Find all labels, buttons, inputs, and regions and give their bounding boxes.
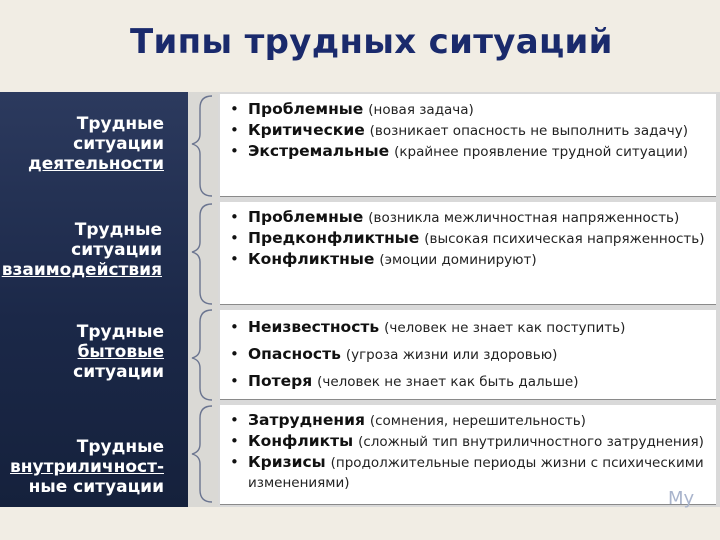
bullet: •: [230, 411, 239, 429]
bullet: •: [230, 372, 239, 390]
brace-everyday: [192, 310, 212, 400]
watermark-logo: My: [668, 488, 695, 509]
bullet: •: [230, 432, 239, 450]
bullet: •: [230, 100, 239, 118]
list-item: • Неизвестность (человек не знает как поступить): [230, 318, 626, 336]
category-panel: [0, 92, 188, 507]
row-intrapersonal: [220, 405, 716, 505]
list-item: • Конфликтные (эмоции доминируют): [230, 250, 537, 268]
list-item: • Потеря (человек не знает как быть дальше): [230, 372, 579, 390]
types-table: [218, 92, 720, 507]
bullet: •: [230, 453, 239, 471]
brace-interaction: [192, 204, 212, 304]
slide-title: Типы трудных ситуаций: [130, 22, 613, 62]
list-item: • Экстремальные (крайнее проявление трудной ситуации): [230, 142, 689, 160]
bullet: •: [230, 208, 239, 226]
brace-intrapersonal: [192, 406, 212, 502]
bullet: •: [230, 121, 239, 139]
category-label-activity: Трудные ситуации деятельности: [27, 114, 164, 174]
bullet: •: [230, 318, 239, 336]
list-item: • Проблемные (возникла межличностная напряженность): [230, 208, 680, 226]
list-item: • Кризисы (продолжительные периоды жизни с психическими изменениями): [230, 453, 704, 491]
list-item: • Конфликты (сложный тип внутриличностного затруднения): [230, 432, 704, 450]
bullet: •: [230, 250, 239, 268]
list-item: • Проблемные (новая задача): [230, 100, 474, 118]
row-interaction: [220, 202, 716, 305]
list-item: • Предконфликтные (высокая психическая напряженность): [230, 229, 705, 247]
brace-column: [188, 92, 218, 507]
row-activity: [220, 94, 716, 197]
category-label-everyday: Трудные бытовые ситуации: [73, 322, 164, 382]
row-everyday: [220, 310, 716, 400]
list-item: • Критические (возникает опасность не выполнить задачу): [230, 121, 688, 139]
category-label-intrapersonal: Трудные внутриличност- ные ситуации: [10, 437, 164, 497]
bullet: •: [230, 345, 239, 363]
brace-activity: [192, 96, 212, 196]
list-item: • Затруднения (сомнения, нерешительность): [230, 411, 586, 429]
bullet: •: [230, 229, 239, 247]
bullet: •: [230, 142, 239, 160]
list-item: • Опасность (угроза жизни или здоровью): [230, 345, 558, 363]
category-label-interaction: Трудные ситуации взаимодействия: [1, 220, 162, 280]
curly-braces: [188, 92, 218, 507]
